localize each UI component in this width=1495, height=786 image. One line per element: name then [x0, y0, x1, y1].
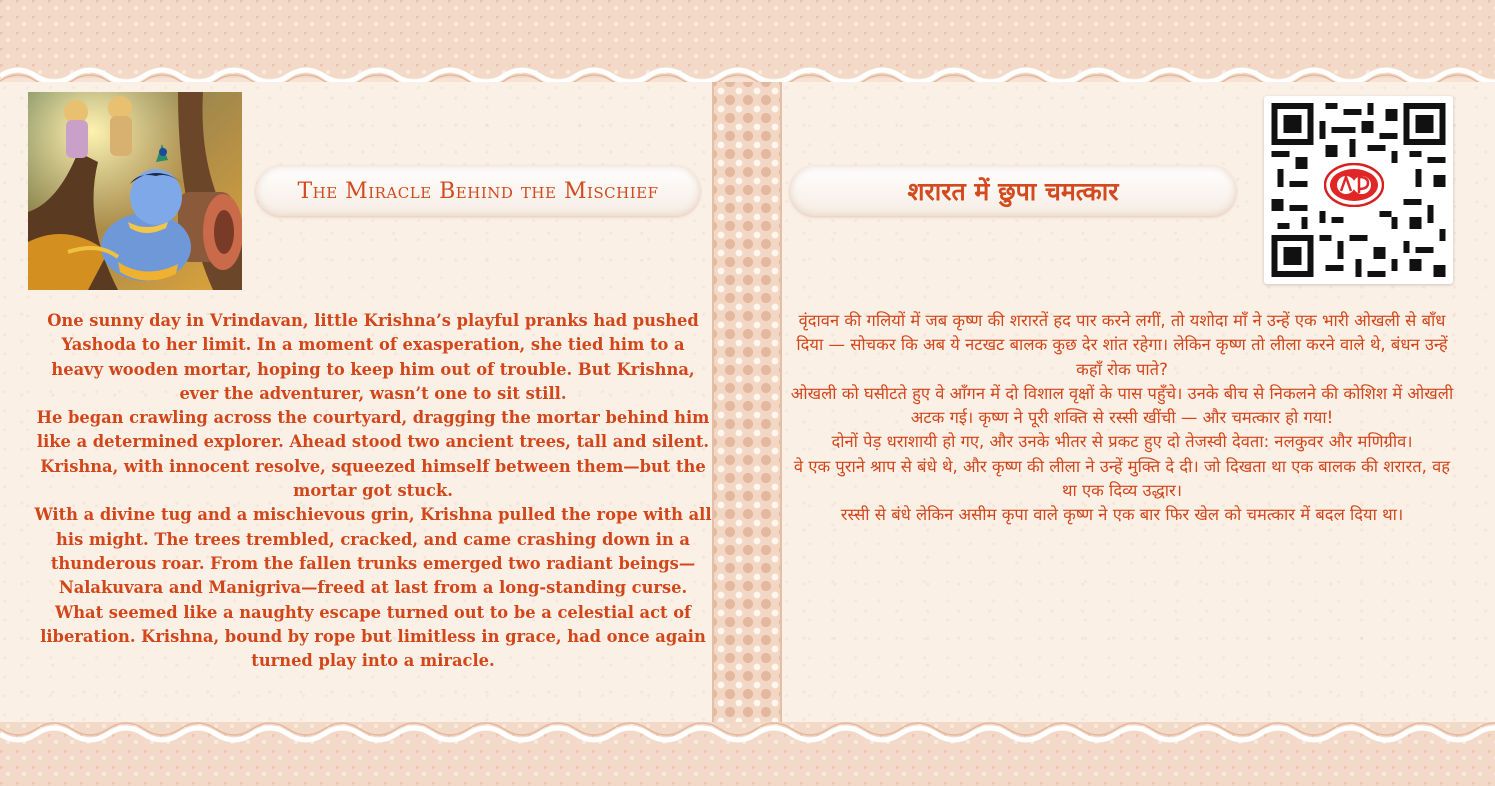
krishna-with-mortar-illustration: [28, 92, 242, 290]
english-paragraph-3: With a divine tug and a mischievous grin, Krishna pulled the rope with all his might. The trees trembled, cracked, and came crashing down in a thunderous roar. From the fallen trunks emerged two radiant beings—Nalakuvara and Manigriva—freed at last from a long-standing curse.: [34, 505, 712, 598]
bottom-wave-border: [0, 722, 1495, 746]
english-story: [34, 309, 712, 673]
hindi-paragraph-4: वे एक पुराने श्राप से बंधे थे, और कृष्ण की लीला ने उन्हें मुक्ति दे दी। जो दिखता था एक बालक की शरारत, वह था एक दिव्य उद्धार।: [793, 456, 1451, 501]
hindi-paragraph-2: ओखली को घसीटते हुए वे आँगन में दो विशाल वृक्षों के पास पहुँचे। उनके बीच से निकलने की कोशिश में ओखली अटक गई। कृष्ण ने पूरी शक्ति से रस्सी खींची — और चमत्कार हो गया!: [790, 383, 1454, 428]
hindi-paragraph-1: वृंदावन की गलियों में जब कृष्ण की शरारतें हद पार करने लगीं, तो यशोदा माँ ने उन्हें एक भारी ओखली से बाँध दिया — सोचकर कि अब ये नटखट बालक कुछ देर शांत रहेगा। लेकिन कृष्ण तो लीला करने वाले थे, बंधन उन्हें कहाँ रोक पाते?: [796, 311, 1448, 379]
hindi-title: शरारत में छुपा चमत्कार: [790, 166, 1236, 216]
spine-divider-left: [712, 82, 714, 722]
hindi-paragraph-3: दोनों पेड़ धराशायी हो गए, और उनके भीतर से प्रकट हुए दो तेजस्वी देवता: नलकुवर और मणिग्रीव।: [831, 432, 1413, 452]
hindi-story: [784, 309, 1460, 528]
english-paragraph-2: He began crawling across the courtyard, dragging the mortar behind him like a determined explorer. Ahead stood two ancient trees, tall and silent. Krishna, with innocent resolve, squeezed himself between them—but the mortar got stuck.: [36, 408, 710, 501]
hindi-paragraph-5: रस्सी से बंधे लेकिन असीम कृपा वाले कृष्ण ने एक बार फिर खेल को चमत्कार में बदल दिया था।: [840, 505, 1404, 525]
english-title: The Miracle Behind the Mischief: [256, 166, 700, 216]
english-paragraph-4: What seemed like a naughty escape turned out to be a celestial act of liberation. Krishna, bound by rope but limitless in grace, had once again turned play into a miracle.: [40, 602, 706, 671]
publisher-logo-icon: [1324, 163, 1384, 207]
english-paragraph-1: One sunny day in Vrindavan, little Krishna’s playful pranks had pushed Yashoda to her limit. In a moment of exasperation, she tied him to a heavy wooden mortar, hoping to keep him out of trouble. But Krishna, ever the adventurer, wasn’t one to sit still.: [47, 311, 699, 403]
center-spine-pattern: [712, 82, 782, 722]
spine-divider-right: [780, 82, 782, 722]
